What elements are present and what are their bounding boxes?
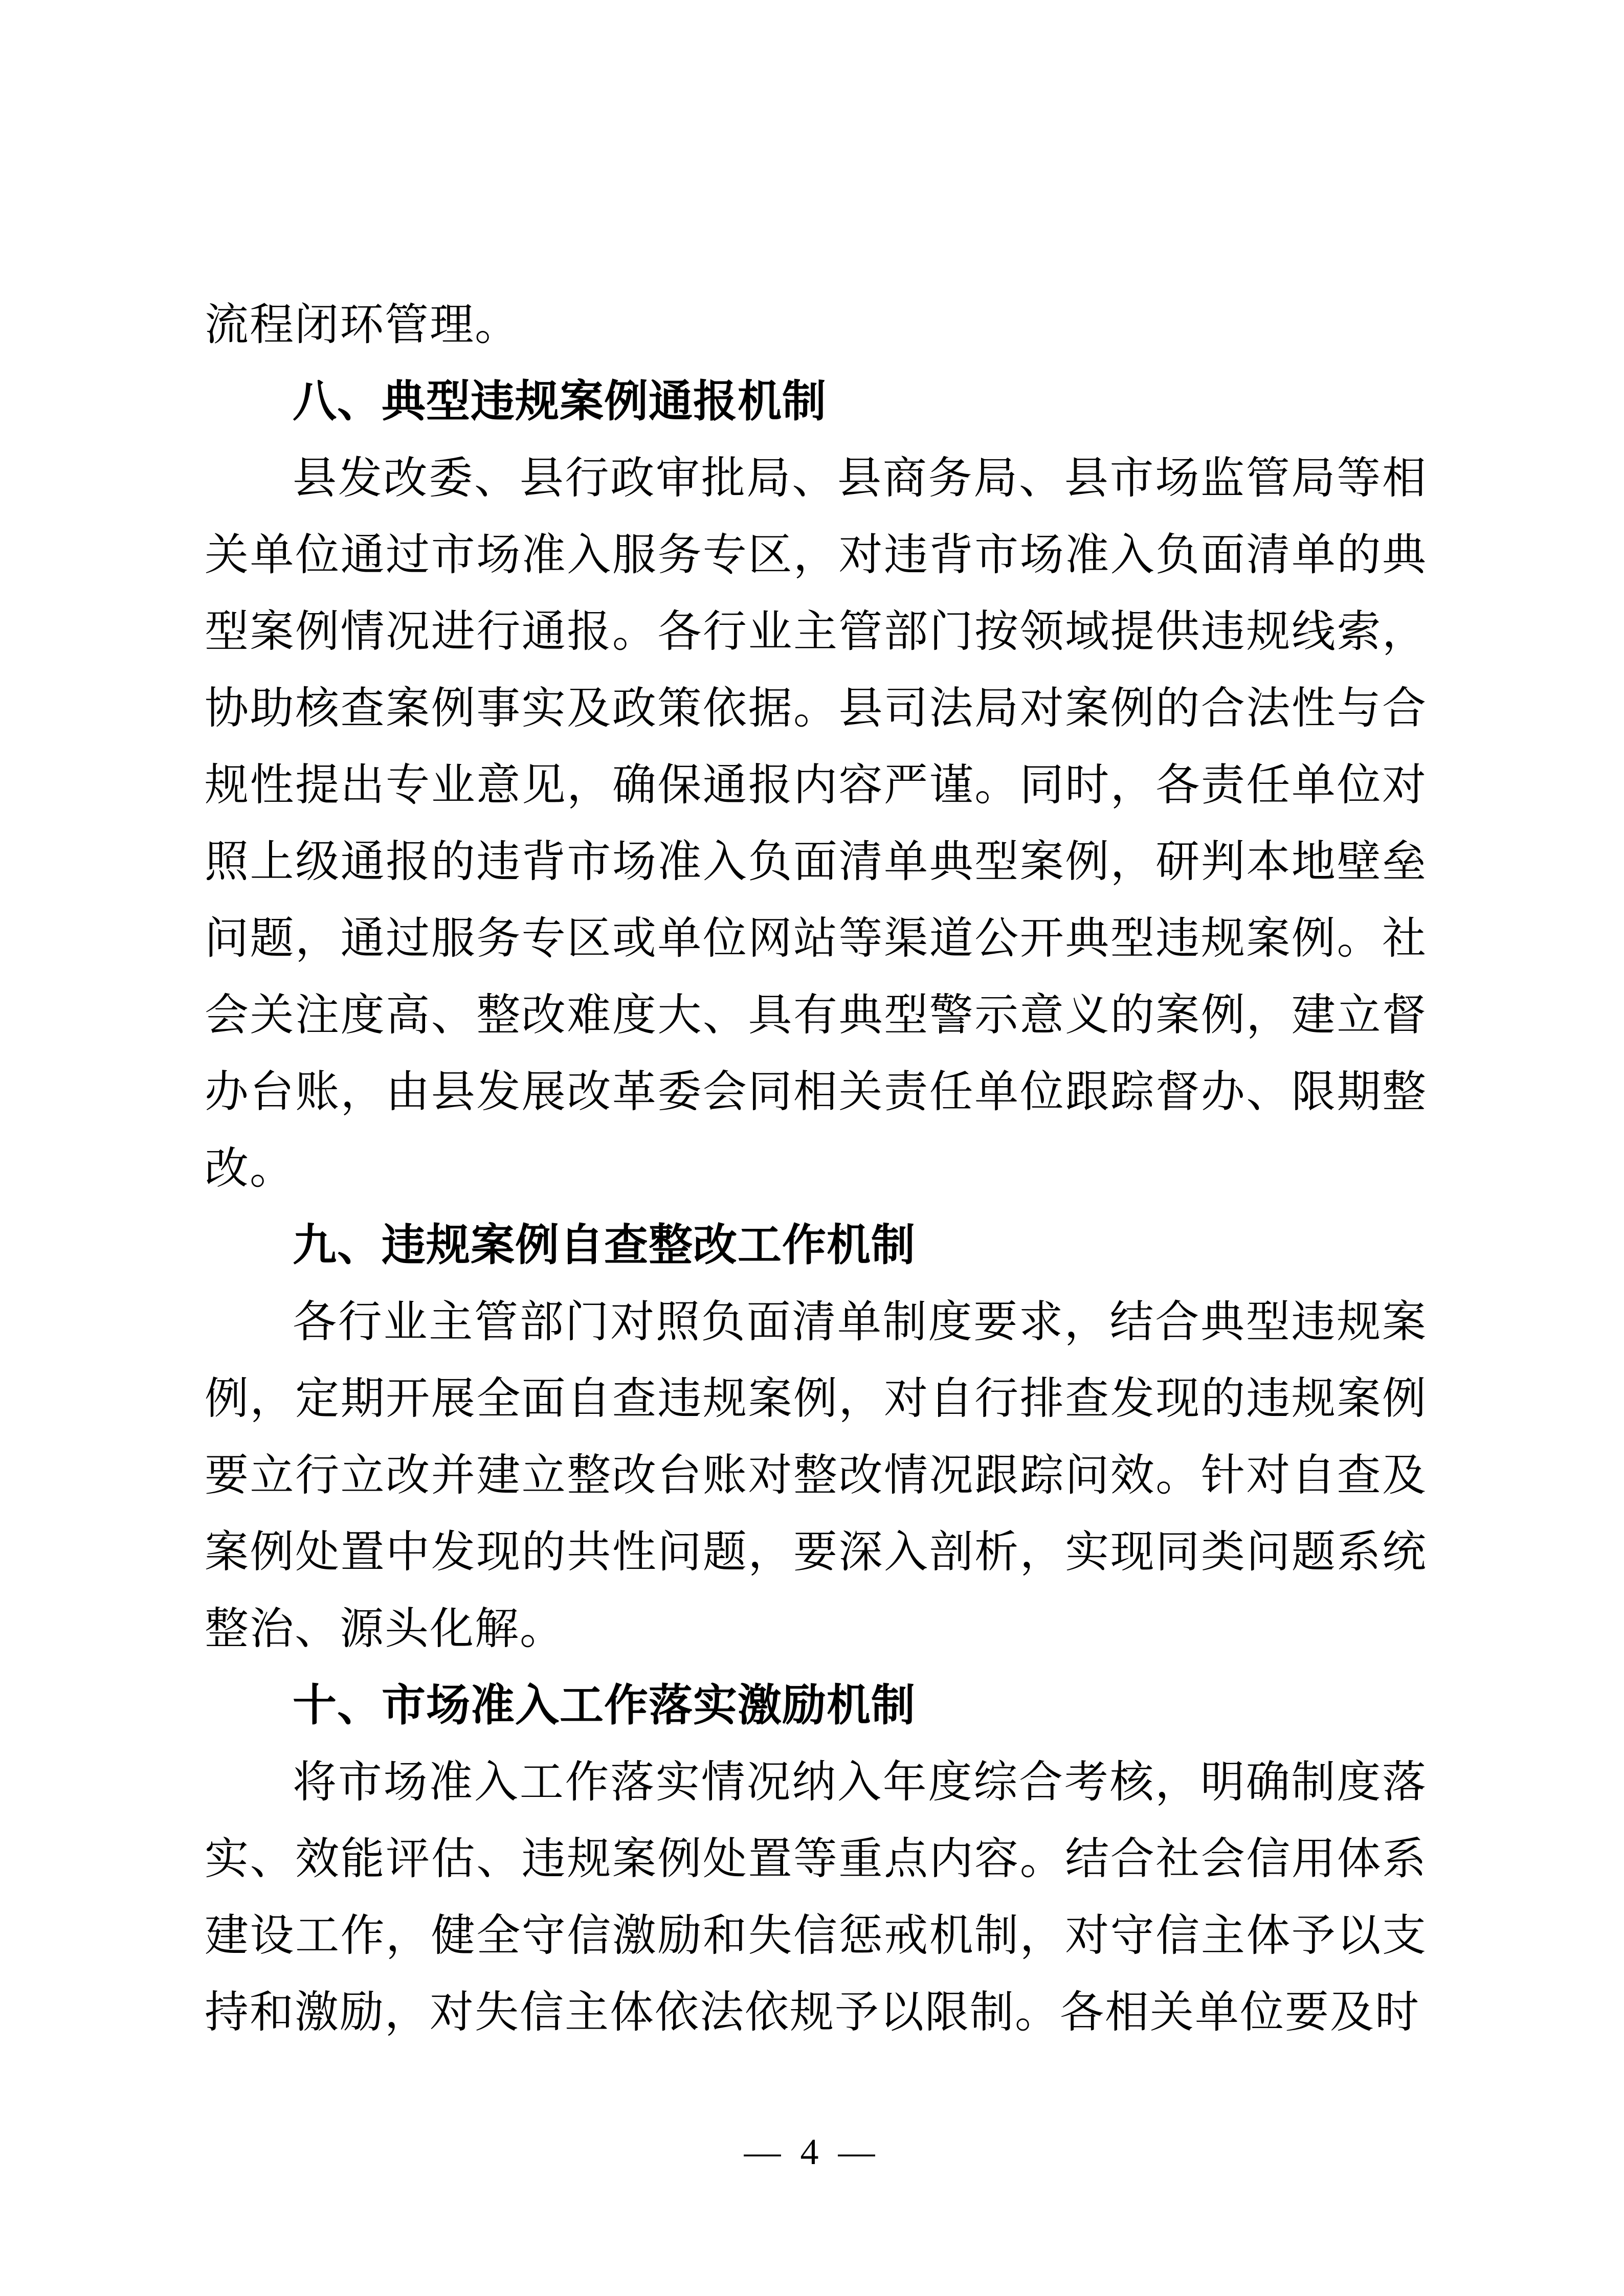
paragraph-section-10: 将市场准入工作落实情况纳入年度综合考核，明确制度落实、效能评估、违规案例处置等重点内容。结合社会信用体系建设工作，健全守信激励和失信惩戒机制，对守信主体予以支持和激励，对失信主体依法依规予以限制。各相关单位要及时 <box>205 1758 1427 2037</box>
section-heading-10: 十、市场准入工作落实激励机制 <box>293 1681 916 1730</box>
section-heading-9: 九、违规案例自查整改工作机制 <box>293 1221 916 1270</box>
document-body <box>205 286 1427 2051</box>
paragraph-continuation: 流程闭环管理。 <box>205 300 520 349</box>
paragraph-section-9: 各行业主管部门对照负面清单制度要求，结合典型违规案例，定期开展全面自查违规案例，对自行排查发现的违规案例要立行立改并建立整改台账对整改情况跟踪问效。针对自查及案例处置中发现的共性问题，要深入剖析，实现同类问题系统整治、源头化解。 <box>205 1297 1427 1653</box>
paragraph-section-8: 县发改委、县行政审批局、县商务局、县市场监管局等相关单位通过市场准入服务专区，对违背市场准入负面清单的典型案例情况进行通报。各行业主管部门按领域提供违规线索，协助核查案例事实及政策依据。县司法局对案例的合法性与合规性提出专业意见，确保通报内容严谨。同时，各责任单位对照上级通报的违背市场准入负面清单典型案例，研判本地壁垒问题，通过服务专区或单位网站等渠道公开典型违规案例。社会关注度高、整改难度大、具有典型警示意义的案例，建立督办台账，由县发展改革委会同相关责任单位跟踪督办、限期整改。 <box>205 454 1427 1193</box>
section-heading-8: 八、典型违规案例通报机制 <box>293 377 827 426</box>
page-number: — 4 — <box>744 2131 880 2172</box>
